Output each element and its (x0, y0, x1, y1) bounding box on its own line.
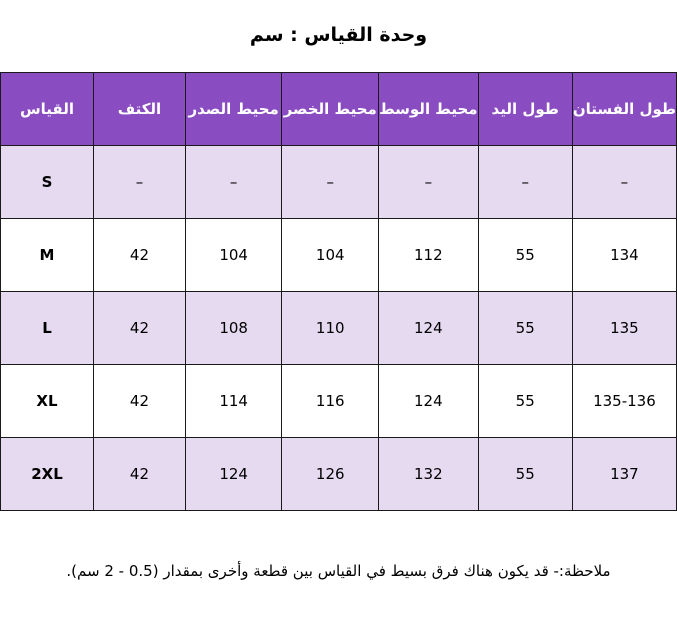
cell-waist: – (379, 146, 479, 219)
header-size: القياس (1, 73, 94, 146)
cell-size: L (1, 292, 94, 365)
table-row (1, 365, 677, 438)
cell-shoulder: 42 (93, 292, 185, 365)
cell-dress-length: 135-136 (572, 365, 676, 438)
cell-chest: 108 (185, 292, 281, 365)
header-sleeve-length: طول اليد (478, 73, 572, 146)
cell-chest: 104 (185, 219, 281, 292)
cell-dress-length: 134 (572, 219, 676, 292)
cell-waist: 132 (379, 438, 479, 511)
cell-chest: 114 (185, 365, 281, 438)
table-header-row (1, 73, 677, 146)
cell-chest: 124 (185, 438, 281, 511)
header-hip: محيط الخصر (282, 73, 379, 146)
cell-shoulder: 42 (93, 219, 185, 292)
cell-size: XL (1, 365, 94, 438)
page-title: وحدة القياس : سم (249, 24, 428, 46)
cell-sleeve-length: – (478, 146, 572, 219)
header-shoulder: الكتف (93, 73, 185, 146)
cell-size: M (1, 219, 94, 292)
header-chest: محيط الصدر (185, 73, 281, 146)
cell-dress-length: 137 (572, 438, 676, 511)
header-waist: محيط الوسط (379, 73, 479, 146)
note-text: ملاحظة:- قد يكون هناك فرق بسيط في القياس بين قطعة وأخرى بمقدار (0.5 - 2 سم). (66, 562, 611, 580)
cell-sleeve-length: 55 (478, 365, 572, 438)
cell-waist: 124 (379, 365, 479, 438)
cell-hip: 104 (282, 219, 379, 292)
cell-dress-length: – (572, 146, 676, 219)
cell-shoulder: 42 (93, 438, 185, 511)
cell-hip: – (282, 146, 379, 219)
table-row (1, 438, 677, 511)
cell-waist: 112 (379, 219, 479, 292)
cell-hip: 110 (282, 292, 379, 365)
cell-sleeve-length: 55 (478, 292, 572, 365)
cell-shoulder: – (93, 146, 185, 219)
cell-hip: 116 (282, 365, 379, 438)
cell-size: S (1, 146, 94, 219)
cell-sleeve-length: 55 (478, 438, 572, 511)
header-dress-length: طول الفستان (572, 73, 676, 146)
cell-shoulder: 42 (93, 365, 185, 438)
cell-sleeve-length: 55 (478, 219, 572, 292)
cell-dress-length: 135 (572, 292, 676, 365)
table-row (1, 292, 677, 365)
table-row (1, 219, 677, 292)
cell-size: 2XL (1, 438, 94, 511)
cell-hip: 126 (282, 438, 379, 511)
cell-chest: – (185, 146, 281, 219)
cell-waist: 124 (379, 292, 479, 365)
table-row (1, 146, 677, 219)
size-chart-table (0, 72, 677, 511)
